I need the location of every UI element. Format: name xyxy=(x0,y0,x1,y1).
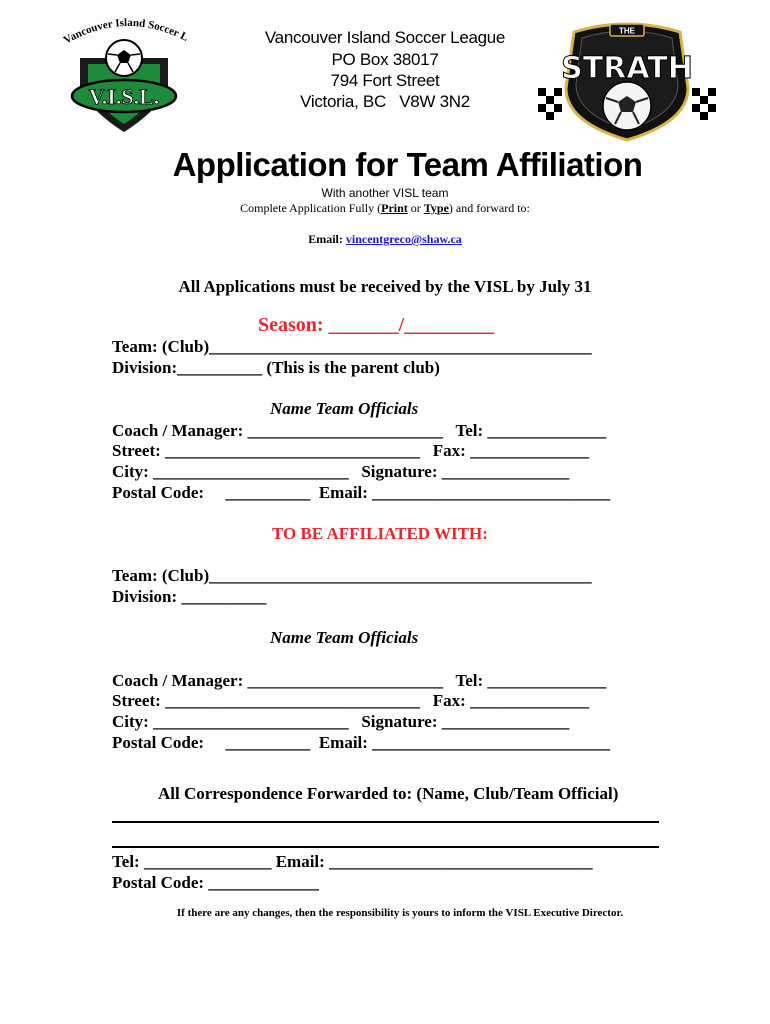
applicant-division-field[interactable]: Division:__________ (This is the parent club) xyxy=(112,358,440,377)
visl-logo xyxy=(58,14,190,136)
email-link[interactable]: vincentgreco@shaw.ca xyxy=(345,232,462,246)
visl-logo-graphic xyxy=(58,14,190,136)
affiliate-coach-field[interactable]: Coach / Manager: _______________________ Tel: ______________ xyxy=(112,671,607,690)
affiliate-postal-field[interactable]: Postal Code: __________ Email: ____________________________ xyxy=(112,733,611,752)
applicant-coach-field[interactable]: Coach / Manager: _______________________ Tel: ______________ xyxy=(112,421,607,440)
correspondence-heading: All Correspondence Forwarded to: (Name, Club/Team Official) xyxy=(158,784,619,803)
instructions-print: Print xyxy=(381,201,408,215)
instructions-prefix: Complete Application Fully ( xyxy=(240,201,382,215)
season-field[interactable]: Season: _______/_________ xyxy=(258,314,495,336)
instructions-type: Type xyxy=(423,201,449,215)
email-label: Email: xyxy=(308,232,343,246)
affiliate-team-field[interactable]: Team: (Club)_____________________________________________ xyxy=(112,566,592,585)
strath-logo-big-text: STRATH xyxy=(561,51,693,86)
strath-logo-graphic xyxy=(538,18,716,142)
applicant-officials-heading: Name Team Officials xyxy=(270,399,419,418)
instructions-line xyxy=(150,201,620,216)
affiliate-city-field[interactable]: City: _______________________ Signature: _______________ xyxy=(112,712,570,731)
strath-logo-small-text: THE xyxy=(619,26,635,36)
footer-note: If there are any changes, then the responsibility is yours to inform the VISL Executive Director. xyxy=(176,907,624,919)
address-line-3: Victoria, BC V8W 3N2 xyxy=(300,92,470,111)
correspondence-postal-field[interactable]: Postal Code: _____________ xyxy=(112,873,319,892)
email-line xyxy=(200,232,570,247)
instructions-or: or xyxy=(407,201,424,215)
page-subtitle: With another VISL team xyxy=(321,186,449,200)
correspondence-line-2[interactable] xyxy=(112,846,659,848)
correspondence-tel-email-field[interactable]: Tel: _______________ Email: _______________________________ xyxy=(112,852,593,871)
visl-logo-badge-text: V.I.S.L. xyxy=(88,84,160,109)
page-title: Application for Team Affiliation xyxy=(172,146,643,183)
applicant-postal-field[interactable]: Postal Code: __________ Email: ____________________________ xyxy=(112,483,611,502)
address-line-2: 794 Fort Street xyxy=(330,71,440,90)
org-name: Vancouver Island Soccer League xyxy=(264,28,506,47)
affiliate-street-field[interactable]: Street: ______________________________ Fax: ______________ xyxy=(112,691,590,710)
strath-logo xyxy=(538,18,716,142)
visl-logo-arc-text: Vancouver Island Soccer L xyxy=(61,16,190,47)
instructions-suffix: ) and forward to: xyxy=(448,201,530,215)
deadline-notice: All Applications must be received by the VISL by July 31 xyxy=(178,277,592,296)
correspondence-line-1[interactable] xyxy=(112,821,659,823)
affiliate-heading: TO BE AFFILIATED WITH: xyxy=(272,524,488,543)
address-line-1: PO Box 38017 xyxy=(331,50,439,69)
affiliate-division-field[interactable]: Division: __________ xyxy=(112,587,267,606)
applicant-city-field[interactable]: City: _______________________ Signature: _______________ xyxy=(112,462,570,481)
affiliate-officials-heading: Name Team Officials xyxy=(270,628,419,647)
applicant-street-field[interactable]: Street: ______________________________ Fax: ______________ xyxy=(112,441,590,460)
applicant-team-field[interactable]: Team: (Club)_____________________________________________ xyxy=(112,337,592,356)
